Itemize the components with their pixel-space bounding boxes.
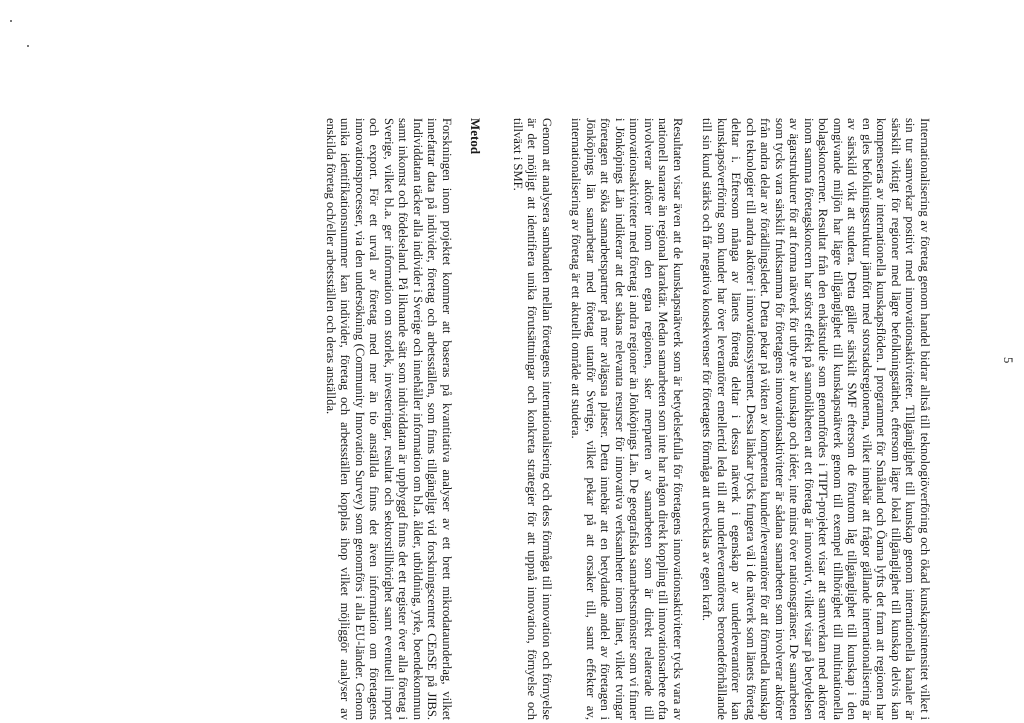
paragraph-results: Resultaten visar även att de kunskapsnätverk som är betydelsefulla för företagens innovationsaktiviteter tycks vara av nationell snarare än regional karaktär. Medan samarbeten som inte har någon direkt koppling till innovationsarbete ofta involverar aktörer inom den egna regionen, sker merparten av samarbeten som är direkt relaterade till innovationsaktiviteter med företag i andra regioner än Jönköpings Län. De geografiska samarbetsmönster som vi finner i Jönköpings Län indikerar att det saknas relevanta resurser för innovativa verksamheter inom länet, vilket tvingar företagen att söka samarbetspartner på mer avlägsna platser. Detta innebär att en betydande andel av företagen i Jönköpings län samarbetar med företag utanför Sverige, vilket pekar på att orsaker till, samt effekter av, internationalisering av företag är ett aktuellt område att studera. bbox=[569, 118, 685, 720]
paragraph-method: Forskningen inom projektet kommer att baseras på kvantitativa analyser av ett brett mikrodataunderlag, vilket innefattar data på individer, företag och arbetsställen, som finns tillgängligt vid forskningscentret CEnSE på JIBS. Individdatan täcker alla individer i Sverige och innehåller information om bl.a. ålder, utbildning, yrke, boendekommun samt inkomst och födelseland. På liknande sätt som individdatan är uppbyggd finns det ett register över alla företag i Sverige, vilket bl.a. ger information om storlek, investeringar, resultat och sektorstillhörighet samt eventuell import och export. För ett urval av företag med mer än tio anställda finns det även information om företagens innovationsprocesser, via den undersökning (Community Innovation Survey) som genomförs i alla EU-länder. Genom unika identifikationsnummer kan individer, företag och arbetsställen kopplas ihop vilket möjliggör analyser av enskilda företag och/eller arbetsställen och deras anställda. bbox=[324, 118, 454, 720]
page-number: 5 bbox=[1001, 357, 1015, 364]
paragraph-analysis: Genom att analysera sambanden mellan företagens internationalisering och dess förmåga till innovation och förnyelse är det möjligt att identifiera unika förutsättningar och konkreta strategier för att uppnå innovation, förnyelse och tillväxt i SMF. bbox=[511, 118, 554, 720]
section-heading-method: Metod bbox=[468, 118, 484, 155]
document-body bbox=[309, 118, 933, 720]
scan-speck bbox=[11, 20, 13, 22]
scan-speck bbox=[28, 45, 30, 47]
paragraph-internationalisation: Internationalisering av företag genom handel bidrar alltså till teknologiöverföring och ökad kunskapsintensitet vilket i sin tur samverkar positivt med innovationsaktiviteter. Tillgänglighet till kunskap genom internationella kanaler är särskilt viktigt för regioner med lägre befolkningstäthet, eftersom lägre lokal tillgänglighet till kunskap delvis kan kompenseras av internationella kunskapsflöden. I programmet för Småland och Öarna lyfts det fram att regionen har en gles befolkningsstruktur jämfört med storstadsregionerna, vilket innebär att frågor gällande internationalisering är av särskild vikt att studera. Detta gäller särskilt SMF eftersom de förutom låg tillgänglighet till kunskap i den omgivande miljön har lägre tillgänglighet till kunskapsnätverk genom till exempel tillhörighet till multinationella bolagskoncerner. Resultat från den enkätstudie som genomfördes i TIPT-projektet visar att samverkan med aktörer inom samma företagskoncern har störst effekt på sannolikheten att ett företag är innovativt, vilket visar på betydelsen av ägarstrukturer för att forma nätverk för utbyte av kunskap och idéer, inte minst över nationsgränser. De samarbeten som tycks vara särskilt fruktsamma för företagens innovationsaktiviteter är sådana samarbeten som involverar aktörer från andra delar av förädlingsledet. Detta pekar på vikten av kompetenta kunder/leverantörer för att förmedla kunskap och teknologier till andra aktörer i innovationssystemet. Dessa länkar tycks fungera väl i de nätverk som länets företag deltar i. Eftersom många av länets företag deltar i dessa nätverk i egenskap av underleverantörer kan kunskapsöverföring som kunder har över leverantörer emellertid leda till att underleverantörers beroendeförhållande till sin kund stärks och får negativa konsekvenser för företagets förmåga att utvecklas av egen kraft. bbox=[700, 118, 932, 720]
